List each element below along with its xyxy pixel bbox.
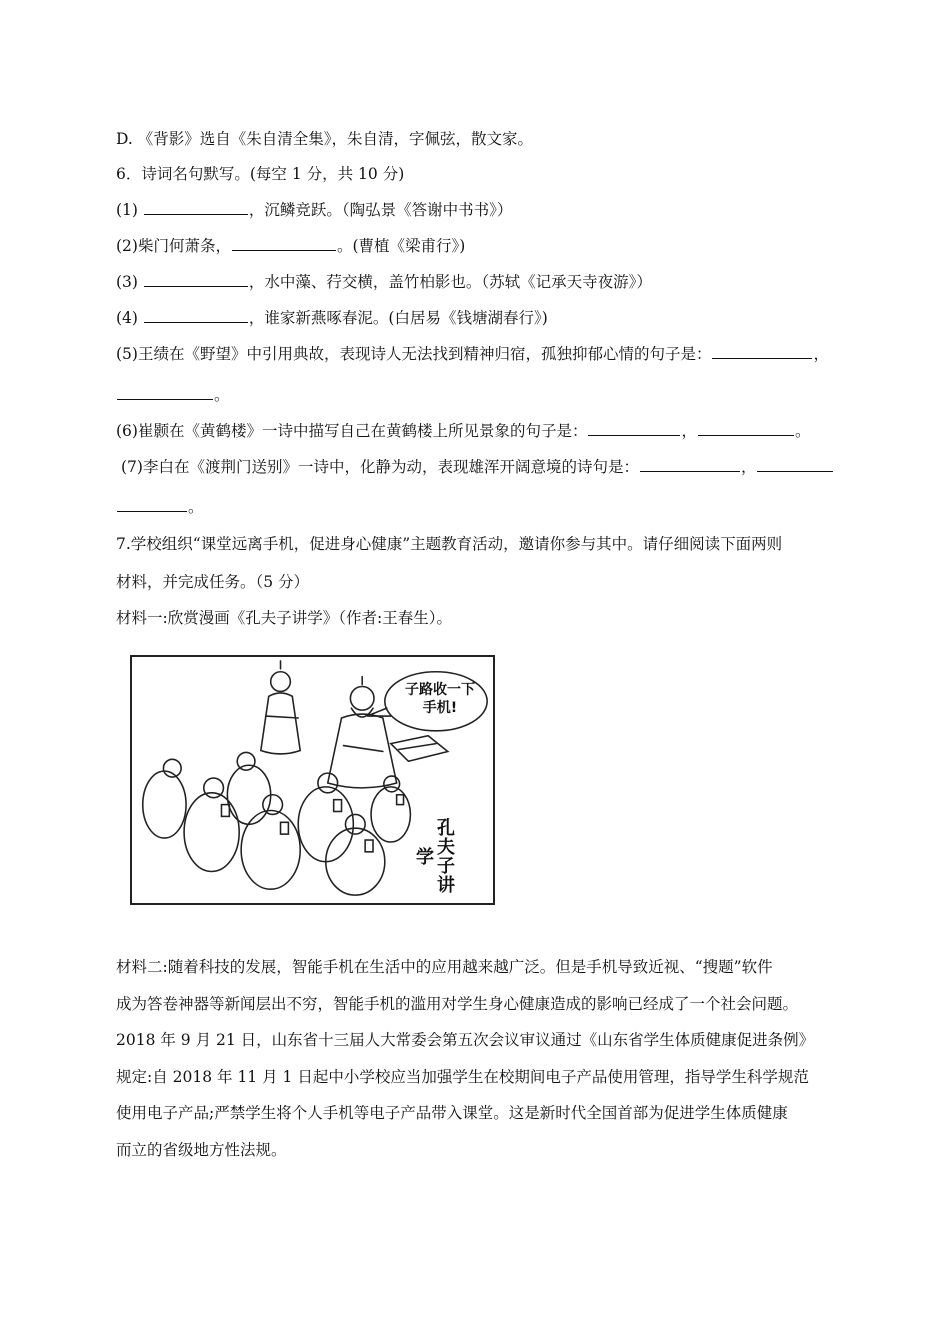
answer-blank[interactable] <box>144 199 248 215</box>
item-label: (1) <box>116 201 138 219</box>
material-2-line-2: 成为答卷神器等新闻层出不穷，智能手机的滥用对学生身心健康造成的影响已经成了一个社会问题。 <box>116 995 799 1013</box>
answer-blank[interactable] <box>117 496 187 512</box>
material-2-line-4: 规定:自 2018 年 11 月 1 日起中小学校应当加强学生在校期间电子产品使用管理，指导学生科学规范 <box>116 1068 809 1086</box>
material-2-line-3: 2018 年 9 月 21 日，山东省十三届人大常委会第五次会议审议通过《山东省学生体质健康促进条例》 <box>116 1031 815 1049</box>
question-6-item-4 <box>116 307 840 329</box>
question-6-item-7-cont <box>116 496 840 518</box>
item-end: 。 <box>188 498 204 516</box>
question-6-item-6 <box>116 420 840 442</box>
material-2-line-1: 材料二:随着科技的发展，智能手机在生活中的应用越来越广泛。但是手机导致近视、“搜题”软件 <box>116 958 773 976</box>
question-7-line-2: 材料，并完成任务。（5 分） <box>116 573 310 591</box>
question-6-item-5 <box>116 343 840 365</box>
material-2-line-5: 使用电子产品;严禁学生将个人手机等电子产品带入课堂。这是新时代全国首部为促进学生体质健康 <box>116 1104 788 1122</box>
item-text: (7)李白在《渡荆门送别》一诗中，化静为动，表现雄浑开阔意境的诗句是： <box>121 458 639 476</box>
item-text: (5)王绩在《野望》中引用典故，表现诗人无法找到精神归宿，孤独抑郁心情的句子是： <box>116 345 712 363</box>
item-text: ，谁家新燕啄春泥。(白居易《钱塘湖春行》) <box>248 309 548 327</box>
question-6-item-1 <box>116 199 840 221</box>
answer-blank[interactable] <box>640 456 740 472</box>
item-label: (4) <box>116 309 138 327</box>
question-7-line-1: 7.学校组织“课堂远离手机，促进身心健康”主题教育活动，邀请你参与其中。请仔细阅读下面两则 <box>116 535 783 553</box>
question-6-item-7 <box>121 456 840 478</box>
answer-blank[interactable] <box>588 420 680 436</box>
question-6-item-2 <box>116 235 840 257</box>
question-6-item-5-cont <box>116 384 840 406</box>
item-label: (3) <box>116 273 138 291</box>
material-1-caption: 材料一:欣赏漫画《孔夫子讲学》（作者:王春生）。 <box>116 609 452 627</box>
item-separator: ， <box>813 345 829 363</box>
cartoon-title: 孔夫子讲学 <box>413 818 455 894</box>
item-end: 。 <box>214 386 230 404</box>
answer-blank[interactable] <box>117 384 213 400</box>
question-6-title: 6．诗词名句默写。(每空 1 分，共 10 分) <box>116 165 405 183</box>
speech-bubble-text: 子路收一下手机! <box>405 682 475 716</box>
item-separator: ， <box>740 458 757 476</box>
option-d: D. 《背影》选自《朱自清全集》，朱自清，字佩弦，散文家。 <box>116 130 533 148</box>
answer-blank[interactable] <box>698 420 794 436</box>
answer-blank[interactable] <box>144 307 248 323</box>
answer-blank[interactable] <box>757 456 833 472</box>
item-text: (2)柴门何萧条， <box>116 237 231 255</box>
cartoon-image <box>130 655 495 905</box>
item-text: 。(曹植《梁甫行》) <box>336 237 466 255</box>
question-6-item-3 <box>116 271 840 293</box>
answer-blank[interactable] <box>232 235 336 251</box>
item-end: 。 <box>794 422 811 440</box>
answer-blank[interactable] <box>144 271 248 287</box>
answer-blank[interactable] <box>712 343 812 359</box>
item-text: (6)崔颢在《黄鹤楼》一诗中描写自己在黄鹤楼上所见景象的句子是： <box>116 422 588 440</box>
material-2-line-6: 而立的省级地方性法规。 <box>116 1141 287 1159</box>
item-text: ，水中藻、荇交横，盖竹柏影也。（苏轼《记承天寺夜游》） <box>248 273 652 291</box>
item-separator: ， <box>681 422 697 440</box>
item-text: ，沉鳞竞跃。（陶弘景《答谢中书书》） <box>248 201 513 219</box>
